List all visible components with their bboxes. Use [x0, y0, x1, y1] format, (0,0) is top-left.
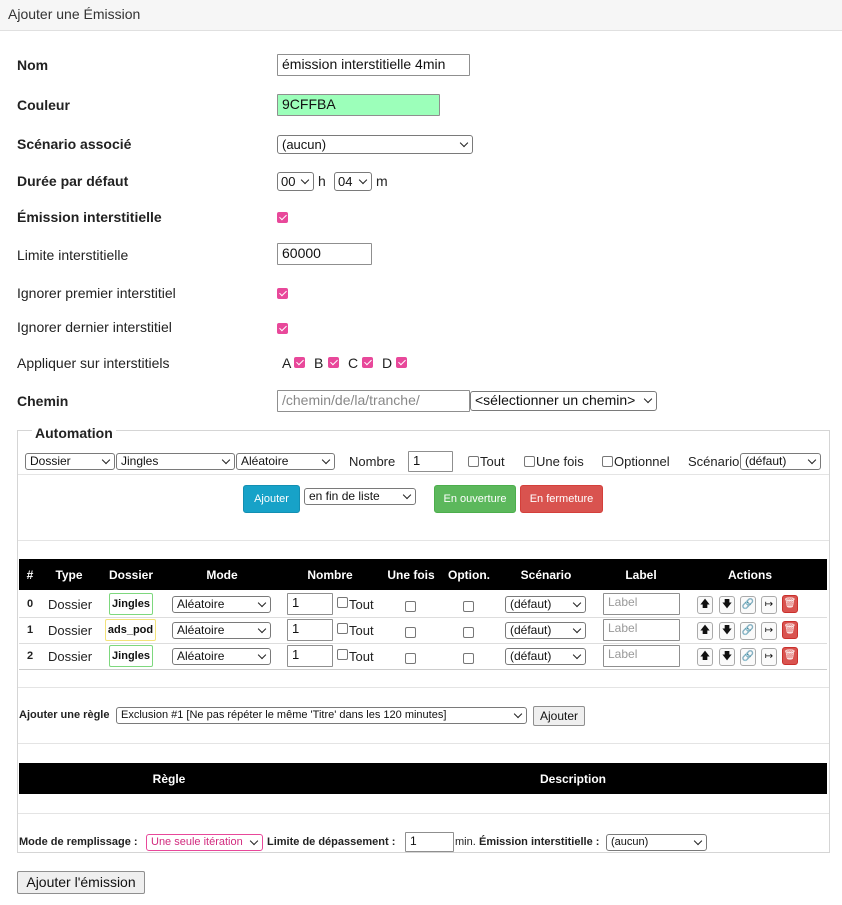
automation-optionnel-label: Optionnel [614, 454, 670, 469]
ouverture-button[interactable]: En ouverture [434, 485, 516, 513]
automation-divider [18, 474, 829, 475]
ajouter-regle-label: Ajouter une règle [19, 709, 110, 721]
row-option-checkbox[interactable] [463, 653, 474, 664]
row-nombre-input[interactable]: 1 [287, 619, 333, 641]
limite-depassement-unit: min. [455, 836, 476, 848]
automation-une-fois-checkbox[interactable] [524, 456, 535, 467]
arrow-up-icon[interactable]: 🡅 [697, 622, 713, 640]
automation-scenario-select[interactable]: (défaut) [740, 453, 821, 470]
arrow-down-icon[interactable]: 🡇 [719, 596, 735, 614]
submit-button[interactable]: Ajouter l'émission [17, 871, 145, 894]
duree-hours-select[interactable]: 00 [277, 172, 314, 191]
automation-divider-4 [18, 743, 829, 744]
automation-tout-checkbox[interactable] [468, 456, 479, 467]
duree-minutes-unit: m [376, 173, 388, 189]
row-index: 1 [27, 624, 34, 636]
automation-mode-select[interactable]: Aléatoire [236, 453, 335, 470]
col-dossier: Dossier [108, 568, 154, 582]
row-tout-label: Tout [349, 649, 374, 664]
automation-optionnel-checkbox[interactable] [602, 456, 613, 467]
row-mode-select[interactable]: Aléatoire [172, 596, 271, 613]
col-type: Type [55, 568, 83, 582]
row-mode-select[interactable]: Aléatoire [172, 648, 271, 665]
automation-type-select[interactable]: Dossier [25, 453, 115, 470]
trash-icon[interactable]: 🗑 [782, 647, 798, 665]
duree-minutes-select[interactable]: 04 [334, 172, 372, 191]
link-icon[interactable]: 🔗 [740, 648, 756, 666]
appliquer-c-checkbox[interactable] [362, 357, 373, 368]
row-dossier-tag: Jingles [109, 593, 153, 615]
automation-divider-5 [18, 813, 829, 814]
automation-scenario-label: Scénario [688, 454, 740, 469]
row-label-input[interactable]: Label [603, 619, 680, 641]
row-label-input[interactable]: Label [603, 645, 680, 667]
arrow-up-icon[interactable]: 🡅 [697, 596, 713, 614]
emission-interstitielle-label: Émission interstitielle : [479, 836, 600, 848]
chemin-input[interactable]: /chemin/de/la/tranche/ [277, 390, 470, 412]
col-actions: Actions [727, 568, 773, 582]
col-nombre: Nombre [307, 568, 353, 582]
mode-remplissage-select[interactable]: Une seule itération [146, 834, 263, 851]
row-label-input[interactable]: Label [603, 593, 680, 615]
appliquer-d-label: D [382, 355, 393, 371]
appliquer-b-label: B [314, 355, 324, 371]
page-title: Ajouter une Émission [8, 6, 141, 22]
ignorer-dernier-checkbox[interactable] [277, 323, 288, 334]
couleur-input[interactable]: 9CFFBA [277, 94, 440, 116]
exit-icon[interactable]: ↦ [761, 648, 777, 666]
link-icon[interactable]: 🔗 [740, 622, 756, 640]
row-tout-label: Tout [349, 597, 374, 612]
automation-nombre-input[interactable]: 1 [408, 451, 453, 472]
automation-legend: Automation [32, 425, 116, 441]
row-scenario-select[interactable]: (défaut) [505, 596, 586, 613]
row-tout-checkbox[interactable] [337, 649, 348, 660]
row-type: Dossier [48, 597, 93, 612]
scenario-select[interactable]: (aucun) [277, 135, 473, 154]
row-scenario-select[interactable]: (défaut) [505, 622, 586, 639]
limite-input[interactable]: 60000 [277, 243, 372, 265]
row-tout-checkbox[interactable] [337, 597, 348, 608]
link-icon[interactable]: 🔗 [740, 596, 756, 614]
ignorer-premier-label: Ignorer premier interstitiel [17, 285, 176, 301]
arrow-up-icon[interactable]: 🡅 [697, 648, 713, 666]
page-header [0, 0, 842, 31]
interstitielle-checkbox[interactable] [277, 212, 288, 223]
appliquer-label: Appliquer sur interstitiels [17, 355, 170, 371]
automation-nombre-label: Nombre [349, 454, 396, 469]
col-mode: Mode [206, 568, 238, 582]
automation-table-header [19, 559, 827, 590]
regles-table-header [19, 763, 827, 794]
ajouter-regle-button[interactable]: Ajouter [533, 706, 585, 726]
ignorer-dernier-label: Ignorer dernier interstitiel [17, 319, 172, 335]
row-nombre-input[interactable]: 1 [287, 593, 333, 615]
automation-folder-select[interactable]: Jingles [116, 453, 235, 470]
emission-interstitielle-select[interactable]: (aucun) [606, 834, 707, 851]
exit-icon[interactable]: ↦ [761, 622, 777, 640]
col-description: Description [539, 772, 607, 786]
row-tout-label: Tout [349, 623, 374, 638]
couleur-label: Couleur [17, 97, 70, 113]
chemin-select[interactable]: <sélectionner un chemin> [470, 391, 657, 411]
ajouter-button[interactable]: Ajouter [243, 485, 300, 513]
row-nombre-input[interactable]: 1 [287, 645, 333, 667]
nom-input[interactable]: émission interstitielle 4min [277, 54, 470, 76]
duree-hours-unit: h [318, 173, 326, 189]
row-une-fois-checkbox[interactable] [405, 601, 416, 612]
row-une-fois-checkbox[interactable] [405, 653, 416, 664]
col-une-fois: Une fois [387, 568, 435, 582]
row-index: 2 [27, 650, 34, 662]
col-label: Label [625, 568, 657, 582]
trash-icon[interactable]: 🗑 [782, 621, 798, 639]
appliquer-b-checkbox[interactable] [328, 357, 339, 368]
regle-select[interactable]: Exclusion #1 [Ne pas répéter le même 'Titre' dans les 120 minutes] [116, 707, 527, 724]
col-option: Option. [448, 568, 490, 582]
automation-une-fois-label: Une fois [536, 454, 584, 469]
chemin-label: Chemin [17, 393, 69, 409]
interstitielle-label: Émission interstitielle [17, 209, 162, 225]
arrow-down-icon[interactable]: 🡇 [719, 622, 735, 640]
appliquer-d-checkbox[interactable] [396, 357, 407, 368]
row-scenario-select[interactable]: (défaut) [505, 648, 586, 665]
nom-label: Nom [17, 57, 49, 73]
row-mode-select[interactable]: Aléatoire [172, 622, 271, 639]
automation-divider-2 [18, 540, 829, 541]
row-type: Dossier [48, 623, 93, 638]
appliquer-a-checkbox[interactable] [294, 357, 305, 368]
position-select[interactable]: en fin de liste [304, 488, 416, 505]
limite-depassement-input[interactable]: 1 [405, 832, 454, 852]
appliquer-a-label: A [282, 355, 292, 371]
limite-depassement-label: Limite de dépassement : [267, 836, 396, 848]
row-dossier-tag: ads_pod [105, 619, 156, 641]
mode-remplissage-label: Mode de remplissage : [19, 836, 138, 848]
col-regle: Règle [152, 772, 186, 786]
exit-icon[interactable]: ↦ [761, 596, 777, 614]
automation-tout-label: Tout [480, 454, 505, 469]
limite-label: Limite interstitielle [17, 247, 129, 263]
fermeture-button[interactable]: En fermeture [520, 485, 603, 513]
row-option-checkbox[interactable] [463, 601, 474, 612]
trash-icon[interactable]: 🗑 [782, 595, 798, 613]
ignorer-premier-checkbox[interactable] [277, 288, 288, 299]
arrow-down-icon[interactable]: 🡇 [719, 648, 735, 666]
col-scenario: Scénario [520, 568, 572, 582]
automation-divider-3 [18, 687, 829, 688]
appliquer-c-label: C [348, 355, 359, 371]
col-index: # [26, 568, 34, 582]
row-type: Dossier [48, 649, 93, 664]
row-tout-checkbox[interactable] [337, 623, 348, 634]
row-une-fois-checkbox[interactable] [405, 627, 416, 638]
scenario-label: Scénario associé [17, 136, 132, 152]
row-dossier-tag: Jingles [109, 645, 153, 667]
row-index: 0 [27, 598, 34, 610]
row-option-checkbox[interactable] [463, 627, 474, 638]
duree-label: Durée par défaut [17, 173, 129, 189]
